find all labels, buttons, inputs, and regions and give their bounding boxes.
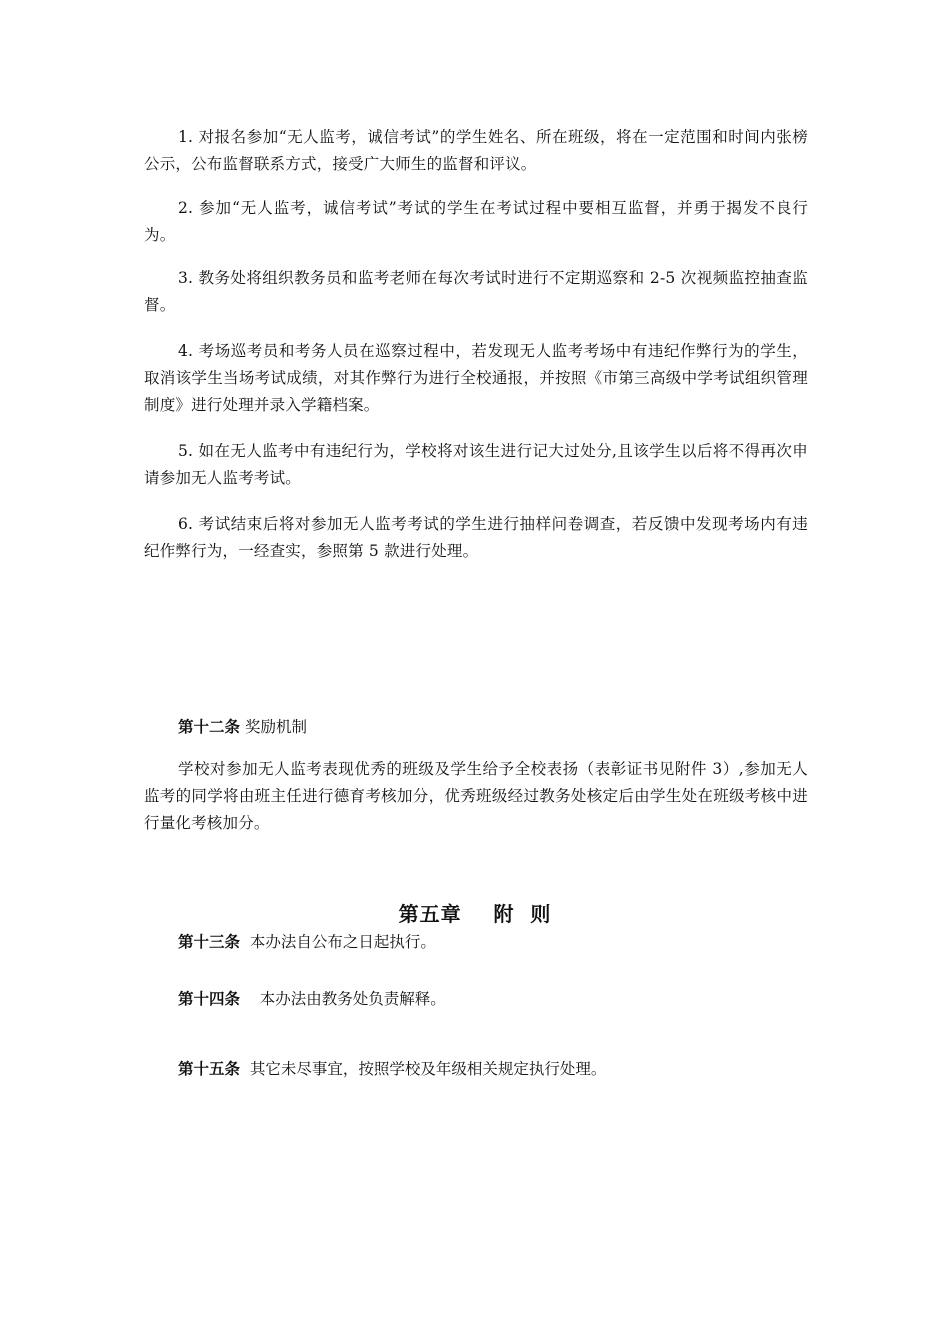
article-15-text: 其它未尽事宜，按照学校及年级相关规定执行处理。 — [240, 1060, 607, 1078]
chapter-5-title: 第五章 附 则 — [398, 902, 552, 926]
rule-1-paragraph: 1. 对报名参加“无人监考，诚信考试”的学生姓名、所在班级，将在一定范围和时间内张榜公示，公布监督联系方式，接受广大师生的监督和评议。 — [144, 128, 808, 173]
article-15 — [178, 1055, 798, 1083]
article-12-body: 学校对参加无人监考表现优秀的班级及学生给予全校表扬（表彰证书见附件 3）,参加无人监考的同学将由班主任进行德育考核加分，优秀班级经过教务处核定后由学生处在班级考核中进行量化考核加分。 — [144, 760, 808, 832]
article-14-text: 本办法由教务处负责解释。 — [240, 990, 446, 1008]
article-13 — [178, 928, 798, 956]
article-13-number: 第十三条 — [178, 932, 241, 951]
article-12-title: 奖励机制 — [240, 718, 307, 736]
article-14-number: 第十四条 — [178, 989, 241, 1008]
article-13-text: 本办法自公布之日起执行。 — [240, 933, 436, 951]
article-14 — [178, 985, 798, 1013]
article-12-number: 第十二条 — [178, 717, 241, 736]
rule-5-paragraph: 5. 如在无人监考中有违纪行为，学校将对该生进行记大过处分,且该学生以后将不得再次申请参加无人监考考试。 — [144, 442, 808, 487]
rule-4-paragraph: 4. 考场巡考员和考务人员在巡察过程中，若发现无人监考考场中有违纪作弊行为的学生，取消该学生当场考试成绩，对其作弊行为进行全校通报，并按照《市第三高级中学考试组织管理制度》进行处理并录入学籍档案。 — [144, 342, 808, 414]
rule-6-paragraph: 6. 考试结束后将对参加无人监考考试的学生进行抽样问卷调查，若反馈中发现考场内有违纪作弊行为，一经查实，参照第 5 款进行处理。 — [144, 515, 808, 560]
rule-3-paragraph: 3. 教务处将组织教务员和监考老师在每次考试时进行不定期巡察和 2-5 次视频监控抽查监督。 — [144, 269, 808, 314]
article-15-number: 第十五条 — [178, 1059, 241, 1078]
article-12-heading — [178, 713, 798, 741]
rule-2-paragraph: 2. 参加“无人监考，诚信考试”考试的学生在考试过程中要相互监督，并勇于揭发不良行为。 — [144, 199, 808, 244]
